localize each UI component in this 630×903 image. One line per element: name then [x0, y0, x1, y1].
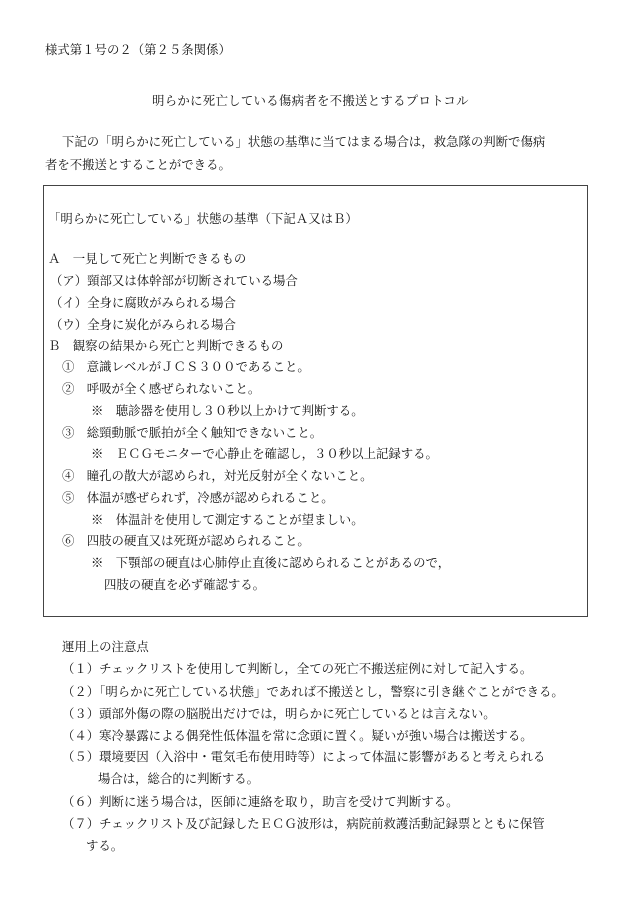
note-item: （２）「明らかに死亡している状態」であれば不搬送とし，警察に引き継ぐことができる。 [62, 684, 564, 699]
intro-line-2: 者を不搬送とすることができる。 [45, 157, 231, 172]
note-item: （６）判断に迷う場合は，医師に連絡を取り，助言を受けて判断する。 [62, 794, 459, 809]
intro-line-1: 下記の「明らかに死亡している」状態の基準に当てはまる場合は，救急隊の判断で傷病 [62, 134, 546, 149]
note-item: （４）寒冷暴露による偶発性低体温を常に念頭に置く。疑いが強い場合は搬送する。 [62, 728, 533, 743]
document-title: 明らかに死亡している傷病者を不搬送とするプロトコル [152, 93, 469, 108]
note-item: （７）チェックリスト及び記録したＥＣＧ波形は，病院前救護活動記録票とともに保管 [62, 816, 545, 831]
criteria-box [43, 185, 588, 617]
criteria-b-item: ⑥ 四肢の硬直又は死斑が認められること。 [62, 533, 310, 548]
notes-heading: 運用上の注意点 [62, 639, 149, 654]
criteria-heading: 「明らかに死亡している」状態の基準（下記Ａ又はＢ） [48, 211, 358, 226]
note-item-continued: する。 [86, 838, 124, 853]
note-item: （３）頭部外傷の際の脳脱出だけでは，明らかに死亡しているとは言えない。 [62, 706, 496, 721]
criteria-b-heading: Ｂ 観察の結果から死亡と判断できるもの [48, 338, 284, 353]
criteria-a-heading: Ａ 一見して死亡と判断できるもの [48, 251, 247, 266]
form-label: 様式第１号の２（第２５条関係） [45, 42, 231, 57]
criteria-b-note: ※ ＥＣＧモニターで心静止を確認し，３０秒以上記録する。 [91, 446, 438, 461]
criteria-b-note: ※ 下顎部の硬直は心肺停止直後に認められることがあるので， [91, 555, 451, 570]
criteria-b-item: ④ 瞳孔の散大が認められ，対光反射が全くないこと。 [62, 468, 373, 483]
criteria-b-note: ※ 体温計を使用して測定することが望ましい。 [91, 512, 364, 527]
criteria-a-item: （ア）頸部又は体幹部が切断されている場合 [50, 273, 298, 288]
criteria-a-item: （ウ）全身に炭化がみられる場合 [50, 317, 236, 332]
criteria-a-item: （イ）全身に腐敗がみられる場合 [50, 295, 236, 310]
criteria-b-item: ② 呼吸が全く感ぜられないこと。 [62, 381, 261, 396]
note-item: （５）環境要因（入浴中・電気毛布使用時等）によって体温に影響があると考えられる [62, 749, 546, 764]
criteria-b-item: ① 意識レベルがＪＣＳ３００であること。 [62, 359, 310, 374]
criteria-b-item: ③ 総頸動脈で脈拍が全く触知できないこと。 [62, 425, 323, 440]
note-item-continued: 場合は，総合的に判断する。 [98, 771, 260, 786]
note-item: （１）チェックリストを使用して判断し，全ての死亡不搬送症例に対して記入する。 [62, 661, 533, 676]
criteria-b-note: ※ 聴診器を使用し３０秒以上かけて判断する。 [91, 403, 364, 418]
criteria-b-note-continued: 四肢の硬直を必ず確認する。 [104, 577, 266, 592]
criteria-b-item: ⑤ 体温が感ぜられず，冷感が認められること。 [62, 490, 334, 505]
